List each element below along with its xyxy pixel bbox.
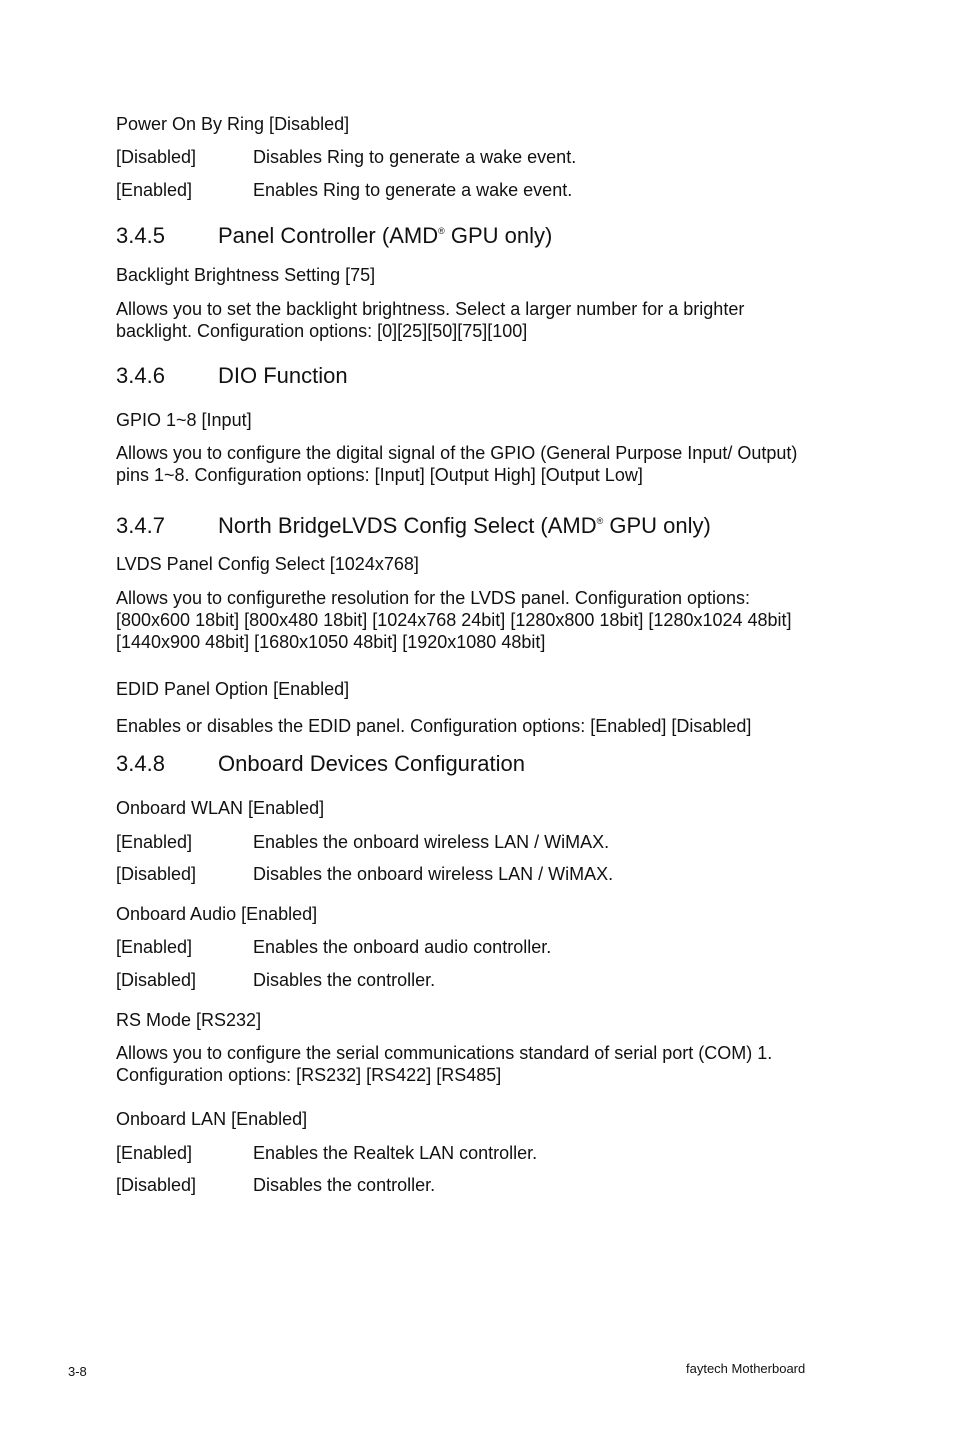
page-number: 3-8	[68, 1364, 87, 1379]
section-title-suffix: GPU only)	[444, 223, 553, 248]
section-heading-3-4-5	[116, 218, 816, 249]
registered-mark: ®	[438, 226, 445, 236]
backlight-brightness-item: Backlight Brightness Setting [75]	[116, 265, 376, 285]
edid-panel-option-item: EDID Panel Option [Enabled]	[116, 679, 350, 699]
section-heading-3-4-8	[116, 751, 816, 777]
option-key: [Disabled]	[116, 1175, 197, 1195]
option-desc: Disables the controller.	[253, 970, 436, 990]
footer-brand: faytech Motherboard	[686, 1361, 806, 1376]
option-row	[116, 969, 816, 991]
section-heading-3-4-6	[116, 363, 816, 389]
onboard-audio-item: Onboard Audio [Enabled]	[116, 904, 318, 924]
gpio-description: Allows you to configure the digital signal of the GPIO (General Purpose Input/ Output) pins 1~8. Configuration options: [Input] [Output High] [Output Low]	[116, 443, 798, 485]
section-number: 3.4.6	[116, 363, 165, 388]
onboard-lan-item: Onboard LAN [Enabled]	[116, 1109, 308, 1129]
backlight-description: Allows you to set the backlight brightness. Select a larger number for a brighter backlight. Configuration options: [0][25][50][75][100]	[116, 299, 745, 341]
section-title: Panel Controller (AMD	[218, 223, 439, 248]
option-row	[116, 831, 816, 853]
option-key: [Disabled]	[116, 864, 197, 884]
option-key: [Enabled]	[116, 832, 193, 852]
option-row	[116, 146, 816, 168]
power-on-by-ring-item: Power On By Ring [Disabled]	[116, 114, 350, 134]
section-title: DIO Function	[218, 363, 348, 388]
option-desc: Disables the onboard wireless LAN / WiMAX.	[253, 864, 614, 884]
section-title: North BridgeLVDS Config Select (AMD	[218, 513, 597, 538]
option-desc: Enables the onboard audio controller.	[253, 937, 552, 957]
lvds-description: Allows you to configurethe resolution for the LVDS panel. Configuration options: [800x600 18bit] [800x480 18bit] [1024x768 24bit] [1280x800 18bit] [1280x1024 48bit] [1440x900 48bit] [1680x1050 48bit] [1920x1080 48bit]	[116, 588, 792, 652]
section-number: 3.4.7	[116, 513, 165, 538]
onboard-wlan-item: Onboard WLAN [Enabled]	[116, 798, 325, 818]
option-desc: Enables the onboard wireless LAN / WiMAX.	[253, 832, 610, 852]
lvds-panel-config-item: LVDS Panel Config Select [1024x768]	[116, 554, 419, 574]
registered-mark: ®	[596, 516, 604, 526]
option-desc: Enables Ring to generate a wake event.	[253, 180, 573, 200]
option-key: [Disabled]	[116, 147, 197, 167]
option-row	[116, 1142, 816, 1164]
option-key: [Disabled]	[116, 970, 197, 990]
option-key: [Enabled]	[116, 937, 193, 957]
section-title: Onboard Devices Configuration	[218, 751, 525, 776]
option-desc: Disables Ring to generate a wake event.	[253, 147, 577, 167]
section-number: 3.4.5	[116, 223, 165, 248]
section-title-suffix: GPU only)	[603, 513, 711, 538]
rs-mode-description: Allows you to configure the serial communications standard of serial port (COM) 1. Configuration options: [RS232] [RS422] [RS485]	[116, 1043, 773, 1085]
option-row	[116, 179, 816, 201]
option-desc: Disables the controller.	[253, 1175, 436, 1195]
option-key: [Enabled]	[116, 180, 193, 200]
option-row	[116, 1174, 816, 1196]
section-number: 3.4.8	[116, 751, 165, 776]
option-row	[116, 936, 816, 958]
section-heading-3-4-7	[116, 508, 816, 539]
option-key: [Enabled]	[116, 1143, 193, 1163]
edid-description: Enables or disables the EDID panel. Configuration options: [Enabled] [Disabled]	[116, 716, 752, 736]
option-desc: Enables the Realtek LAN controller.	[253, 1143, 538, 1163]
option-row	[116, 863, 816, 885]
gpio-item: GPIO 1~8 [Input]	[116, 410, 252, 430]
rs-mode-item: RS Mode [RS232]	[116, 1010, 262, 1030]
